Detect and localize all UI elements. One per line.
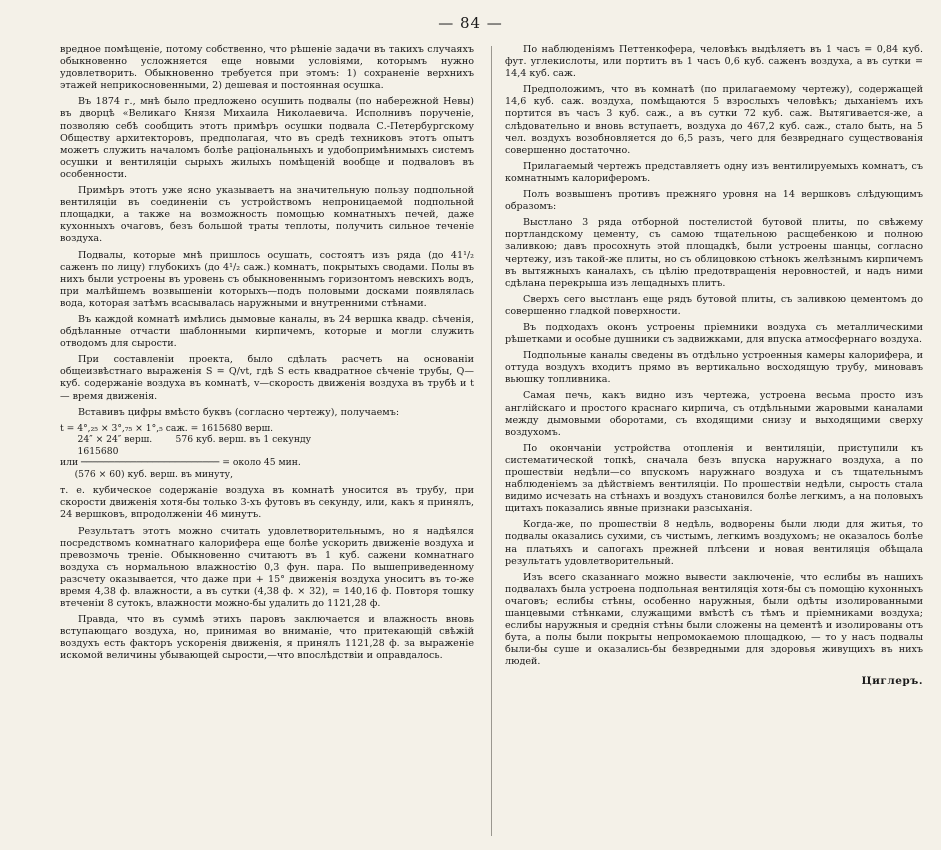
formula-block bbox=[60, 423, 474, 481]
paragraph: Прилагаемый чертежъ представляетъ одну изъ вентилируемыхъ комнатъ, съ комнатнымъ калориферомъ. bbox=[505, 160, 923, 184]
formula-line: (576 × 60) куб. верш. въ минуту, bbox=[60, 468, 233, 480]
page-number: — 84 — bbox=[438, 14, 503, 32]
paragraph: Выстлано 3 ряда отборной постелистой бутовой плиты, по свѣжему портландскому цементу, съ самою тщательною расщебенкою и полною заливкою; давъ просохнуть этой площадкѣ, были устроены шанцы, согласно чертежу, изъ такой-же плиты, но съ облицовкою стѣнокъ желѣзнымъ кирпичемъ въ вытяжныхъ каналахъ, съ цѣлію предотвращенія неровностей, и надъ ними сдѣлана перекрыша изъ лещадныхъ плитъ. bbox=[505, 217, 923, 289]
signature: Циглеръ. bbox=[861, 674, 923, 687]
paragraph: Въ подходахъ оконъ устроены пріемники воздуха съ металлическими рѣшетками и особые душники съ задвижками, для впуска атмосфернаго воздуха. bbox=[505, 321, 923, 346]
paragraph: По окончаніи устройства отопленія и вентиляціи, приступили къ систематической топкѣ, сначала безъ впуска наружнаго воздуха, а по прошествіи недѣли—со впускомъ наружнаго воздуха и съ тщательнымъ наблюденіемъ за дѣйствіемъ вентиляціи. По прошествіи недѣли, сырость стала видимо исчезать на стѣнахъ и воздухъ становился болѣе легкимъ, а на половыхъ щитахъ показались явные признаки разсыханія. bbox=[505, 442, 923, 515]
paragraph: Когда-же, по прошествіи 8 недѣль, водворены были люди для житья, то подвалы оказались сухими, съ чистымъ, легкимъ воздухомъ; не оказалось болѣе на платьяхъ и сапогахъ прежней плѣсени и новая вентиляція обѣщала результатъ удовлетворительный. bbox=[505, 519, 923, 567]
paragraph: Примѣръ этотъ уже ясно указываетъ на значительную пользу подпольной вентиляціи въ соединеніи съ устройствомъ непроницаемой подпольной площадки, а также на возможность помощью комнатныхъ печей, даже кухонныхъ очаговъ, безъ большой траты теплоты, получить сильное теченіе воздуха. bbox=[60, 185, 474, 245]
paragraph: Самая печь, какъ видно изъ чертежа, устроена весьма просто изъ англійскаго и простого краснаго кирпича, съ отдѣльными жаровыми каналами между дымовыми оборотами, съ входящими снизу и выходящими сверху воздухомъ. bbox=[505, 390, 923, 438]
paragraph: Въ каждой комнатѣ имѣлись дымовые каналы, въ 24 вершка квадр. сѣченія, обдѣланные отчасти шаблонными кирпичемъ, которые и могли служить отводомъ для сырости. bbox=[60, 313, 474, 350]
right-column bbox=[505, 44, 923, 687]
paragraph: Предположимъ, что въ комнатѣ (по прилагаемому чертежу), содержащей 14,6 куб. саж. воздуха, помѣщаются 5 взрослыхъ человѣкъ; дыханіемъ ихъ портится въ часъ 3 куб. саж., а въ сутки 72 куб. саж. Вытягивается-же, а слѣдовательно и вновь вступаетъ, воздуха до 467,2 куб. саж., стало быть, на 5 чел. воздухъ возобновляется до 6,5 разъ, чего для безвреднаго существованія совершенно достаточно. bbox=[505, 84, 923, 156]
left-paragraphs bbox=[60, 44, 474, 419]
paragraph: Правда, что въ суммѣ этихъ паровъ заключается и влажность вновь вступающаго воздуха, но, принимая во вниманіе, что притекающій свѣжій воздухъ есть факторъ ускоренія движенія, я принялъ 1121,28 ф. за выраженіе искомой величины убывающей сырости,—что впослѣдствіи и оправдалось. bbox=[60, 614, 474, 662]
paragraph: Въ 1874 г., мнѣ было предложено осушить подвалы (по набережной Невы) въ дворцѣ «Великаго Князя Михаила Николаевича. Исполнивъ порученіе, позволяю себѣ сообщить этотъ примѣръ осушки подвала С.-Петербургскому Обществу архитекторовъ, предполагая, что въ средѣ техниковъ этотъ опытъ можетъ служить началомъ болѣе раціональныхъ и удобопримѣнимыхъ системъ осушки и вентиляціи сырыхъ жилыхъ помѣщеній вообще и подваловъ въ особенности. bbox=[60, 96, 474, 180]
paragraph: Вставивъ цифры вмѣсто буквъ (согласно чертежу), получаемъ: bbox=[78, 406, 400, 418]
formula-line: или ───────────────────────── = около 45 мин. bbox=[60, 457, 301, 469]
formula-line: 1615680 bbox=[60, 445, 119, 457]
paragraph: вредное помѣщеніе, потому собственно, что рѣшеніе задачи въ такихъ случаяхъ обыкновенно усложняется еще новыми условіями, которымъ нужно удовлетворить. Обыкновенно требуется при этомъ: 1) сохраненіе верхнихъ этажей неприкосновенными, 2) дешевая и постоянная осушка. bbox=[60, 44, 474, 92]
left-column bbox=[60, 44, 474, 667]
paragraph: т. е. кубическое содержаніе воздуха въ комнатѣ уносится въ трубу, при скорости движенія хотя-бы только 3-хъ футовъ въ секунду, или, какъ я принялъ, 24 вершковъ, впродолженіи 46 минутъ. bbox=[60, 485, 474, 521]
paragraph: Изъ всего сказаннаго можно вывести заключеніе, что еслибы въ нашихъ подвалахъ была устроена подпольная вентиляція хотя-бы съ помощію кухонныхъ очаговъ; еслибы стѣны, особенно наружныя, были одѣты изолированными шанцевыми стѣнками, служащими вмѣстѣ съ тѣмъ и пріемниками воздуха; еслибы наружныя и среднія стѣны были сложены на цементѣ и изолированы отъ бута, а полы были покрыты непромокаемою площадкою, — то у насъ подвалы были-бы суше и оказались-бы безвредными для здоровья живущихъ въ нихъ людей. bbox=[505, 571, 923, 668]
paragraph: Полъ возвышенъ противъ прежняго уровня на 14 вершковъ слѣдующимъ образомъ: bbox=[505, 189, 923, 213]
paragraph: Подпольные каналы сведены въ отдѣльно устроенныя камеры калорифера, и оттуда воздухъ входитъ прямо въ вертикально восходящую трубу, миновавъ вьюшку топливника. bbox=[505, 350, 923, 386]
paragraph: При составленіи проекта, было сдѣлать расчетъ на основаніи общеизвѣстнаго выраженія S = Q/vt, гдѣ S есть квадратное сѣченіе трубы, Q—куб. содержаніе воздуха въ комнатѣ, v—скорость движенія воздуха въ трубѣ и t — время движенія. bbox=[60, 354, 474, 402]
paragraph: Результатъ этотъ можно считать удовлетворительнымъ, но я надѣялся посредствомъ комнатнаго калорифера еще болѣе ускорить движеніе воздуха и превозмочь треніе. Обыкновенно считаютъ въ 1 куб. сажени комнатнаго воздуха съ нормальною влажностію 0,3 фун. пара. По вышеприведенному разсчету оказывается, что даже при + 15° движенія воздуха уноситъ въ то-же время 4,38 ф. влажности, а въ сутки (4,38 ф. × 32), = 140,16 ф. Повторя тошку втеченіи 8 сутокъ, влажности можно-бы удалить до 1121,28 ф. bbox=[60, 525, 474, 610]
right-paragraphs bbox=[505, 44, 923, 669]
formula-line: 24″ × 24″ верш. 576 куб. верш. въ 1 секунду bbox=[60, 434, 312, 446]
paragraph: Подвалы, которые мнѣ пришлось осушать, состоятъ изъ ряда (до 41¹/₂ саженъ по лицу) глубокихъ (до 4¹/₂ саж.) комнатъ, покрытыхъ сводами. Полы въ нихъ были устроены въ уровень съ обыкновеннымъ горизонтомъ невскихъ водъ, при малѣйшемъ возвышеніи которыхъ—подъ половыми досками появлялась вода, которая затѣмъ всасывалась наружными и внутренними стѣнами. bbox=[60, 249, 474, 309]
column-divider bbox=[491, 46, 492, 836]
left-paragraphs-after bbox=[60, 485, 474, 662]
paragraph: Сверхъ сего выстланъ еще рядъ бутовой плиты, съ заливкою цементомъ до совершенно гладкой поверхности. bbox=[505, 293, 923, 317]
formula-line: t = 4°,₂₅ × 3°,₇₅ × 1°,₅ саж. = 1615680 верш. bbox=[60, 422, 274, 434]
paragraph: По наблюденіямъ Петтенкофера, человѣкъ выдѣляетъ въ 1 часъ = 0,84 куб. фут. углекислоты, или портитъ въ 1 часъ 0,6 куб. саженъ воздуха, а въ сутки = 14,4 куб. саж. bbox=[505, 44, 923, 80]
